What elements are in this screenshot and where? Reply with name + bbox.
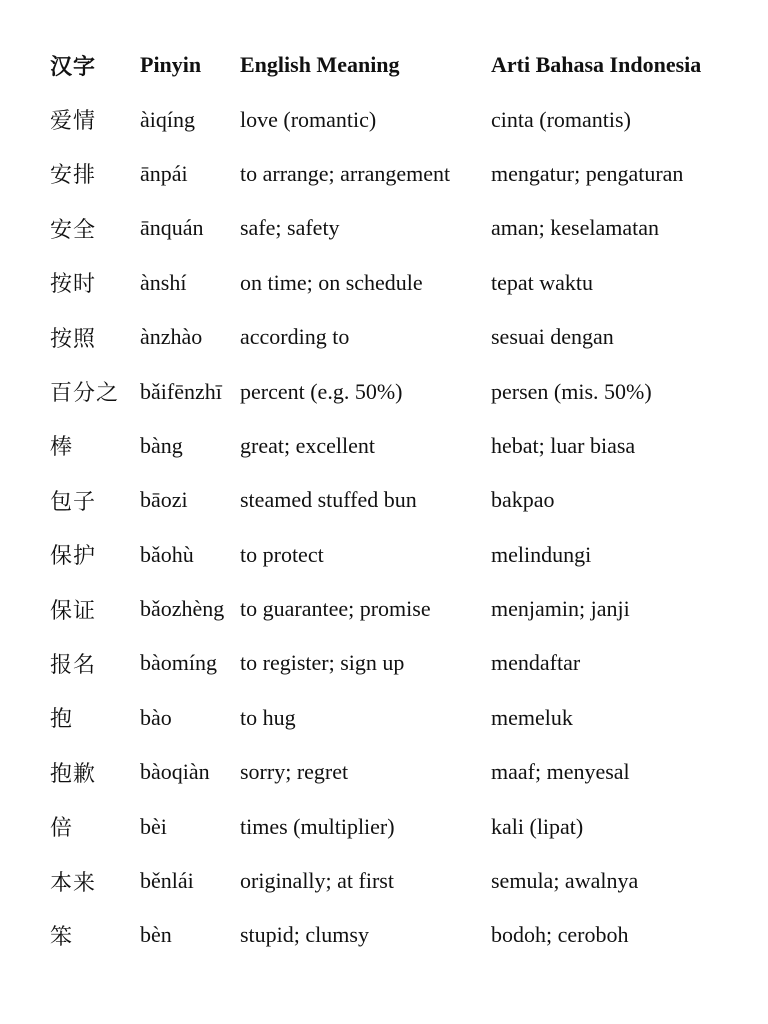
cell-indonesian: memeluk: [491, 704, 573, 730]
header-english: English Meaning: [240, 52, 400, 78]
cell-indonesian: mengatur; pengaturan: [491, 160, 684, 186]
cell-indonesian: bodoh; ceroboh: [491, 922, 629, 948]
cell-english: originally; at first: [240, 868, 394, 894]
cell-indonesian: cinta (romantis): [491, 106, 631, 132]
cell-indonesian: hebat; luar biasa: [491, 432, 636, 458]
cell-pinyin: bàoqiàn: [140, 759, 210, 785]
header-row: [50, 38, 750, 92]
cell-hanzi: 按时: [50, 272, 97, 298]
cell-pinyin: bǎohù: [140, 541, 194, 567]
cell-hanzi: 抱: [50, 707, 74, 733]
cell-hanzi: 安全: [50, 217, 97, 243]
cell-pinyin: àiqíng: [140, 106, 195, 132]
cell-indonesian: kali (lipat): [491, 813, 584, 839]
cell-hanzi: 棒: [50, 435, 74, 461]
cell-pinyin: bèn: [140, 922, 172, 948]
cell-pinyin: ānquán: [140, 215, 204, 241]
cell-hanzi: 抱歉: [50, 761, 97, 787]
cell-indonesian: maaf; menyesal: [491, 759, 630, 785]
table-row: [50, 528, 750, 582]
cell-indonesian: semula; awalnya: [491, 868, 639, 894]
cell-hanzi: 报名: [50, 652, 97, 678]
cell-english: to arrange; arrangement: [240, 160, 451, 186]
cell-hanzi: 百分之: [50, 381, 120, 407]
cell-hanzi: 笨: [50, 924, 74, 950]
vocabulary-table: [50, 38, 750, 963]
cell-pinyin: bàng: [140, 432, 183, 458]
cell-hanzi: 包子: [50, 489, 97, 515]
cell-hanzi: 倍: [50, 816, 74, 842]
cell-english: on time; on schedule: [240, 269, 423, 295]
cell-hanzi: 保证: [50, 598, 97, 624]
cell-pinyin: běnlái: [140, 868, 194, 894]
table-row: [50, 473, 750, 527]
cell-pinyin: bèi: [140, 813, 167, 839]
header-pinyin: Pinyin: [140, 52, 202, 78]
cell-english: to guarantee; promise: [240, 596, 431, 622]
cell-english: love (romantic): [240, 106, 377, 132]
cell-english: safe; safety: [240, 215, 340, 241]
table-row: [50, 310, 750, 364]
cell-english: great; excellent: [240, 432, 375, 458]
table-row: [50, 636, 750, 690]
cell-indonesian: melindungi: [491, 541, 592, 567]
header-indonesian: Arti Bahasa Indonesia: [491, 52, 702, 78]
cell-english: steamed stuffed bun: [240, 487, 417, 513]
cell-pinyin: ānpái: [140, 160, 188, 186]
cell-indonesian: sesuai dengan: [491, 324, 614, 350]
cell-hanzi: 安排: [50, 163, 97, 189]
cell-hanzi: 本来: [50, 870, 97, 896]
table-row: [50, 908, 750, 962]
cell-pinyin: ànshí: [140, 269, 187, 295]
cell-pinyin: ànzhào: [140, 324, 203, 350]
table-row: [50, 256, 750, 310]
table-row: [50, 854, 750, 908]
cell-english: to register; sign up: [240, 650, 405, 676]
cell-pinyin: bāozi: [140, 487, 188, 513]
cell-indonesian: bakpao: [491, 487, 555, 513]
cell-indonesian: menjamin; janji: [491, 596, 630, 622]
cell-english: percent (e.g. 50%): [240, 378, 403, 404]
cell-hanzi: 按照: [50, 326, 97, 352]
header-hanzi: 汉字: [50, 54, 97, 80]
cell-pinyin: bào: [140, 704, 172, 730]
cell-english: to protect: [240, 541, 324, 567]
table-row: [50, 582, 750, 636]
cell-hanzi: 爱情: [50, 109, 97, 135]
cell-indonesian: aman; keselamatan: [491, 215, 659, 241]
cell-pinyin: bàomíng: [140, 650, 217, 676]
cell-pinyin: bǎozhèng: [140, 596, 225, 622]
cell-pinyin: bǎifēnzhī: [140, 378, 222, 404]
table-row: [50, 201, 750, 255]
cell-hanzi: 保护: [50, 544, 97, 570]
table-row: [50, 799, 750, 853]
cell-english: to hug: [240, 704, 296, 730]
table-row: [50, 92, 750, 146]
table-row: [50, 691, 750, 745]
table-row: [50, 364, 750, 418]
cell-indonesian: mendaftar: [491, 650, 581, 676]
cell-english: sorry; regret: [240, 759, 349, 785]
table-row: [50, 147, 750, 201]
cell-english: stupid; clumsy: [240, 922, 369, 948]
cell-indonesian: tepat waktu: [491, 269, 594, 295]
table-row: [50, 745, 750, 799]
table-row: [50, 419, 750, 473]
cell-english: times (multiplier): [240, 813, 395, 839]
cell-indonesian: persen (mis. 50%): [491, 378, 652, 404]
cell-english: according to: [240, 324, 350, 350]
